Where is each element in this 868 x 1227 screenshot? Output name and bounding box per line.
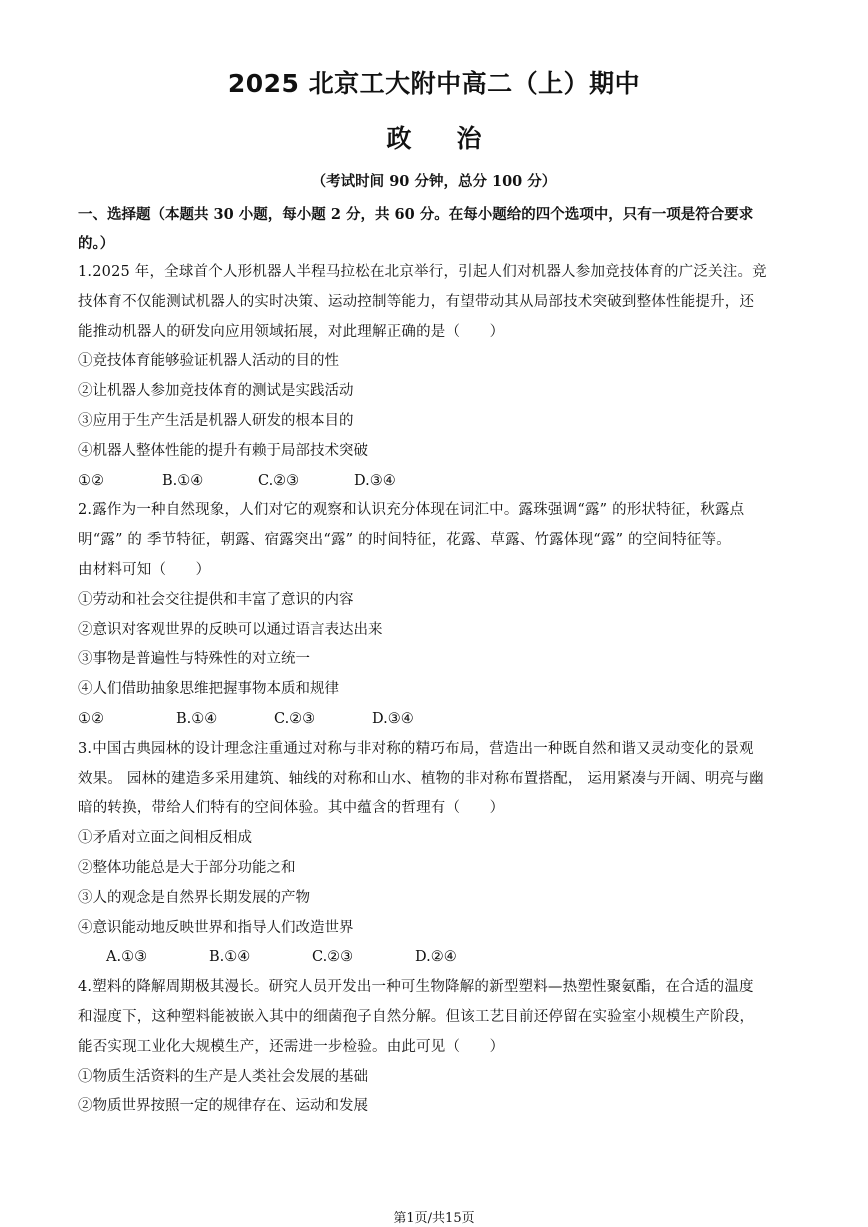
choice-d: D.②④ <box>415 949 457 966</box>
question-stem-line: 4.塑料的降解周期极其漫长。研究人员开发出一种可生物降解的新型塑料—热塑性聚氨酯，在合适的温度 <box>78 979 754 996</box>
choice-d: D.③④ <box>372 710 414 727</box>
question-1 <box>78 258 802 496</box>
question-stem-line: 能否实现工业化大规模生产，还需进一步检验。由此可见（ ） <box>78 1038 505 1055</box>
subject-title: 政治 <box>386 124 527 153</box>
choice-d: D.③④ <box>354 472 396 489</box>
statement-1: ①竞技体育能够验证机器人活动的目的性 <box>78 353 339 370</box>
question-2 <box>78 496 802 734</box>
statement-3: ③应用于生产生活是机器人研发的根本目的 <box>78 412 354 429</box>
answer-choices <box>78 467 802 497</box>
choice-c: C.②③ <box>312 949 354 966</box>
statement-3: ③事物是普遍性与特殊性的对立统一 <box>78 651 310 668</box>
answer-choices <box>78 705 802 735</box>
statement-4: ④机器人整体性能的提升有赖于局部技术突破 <box>78 442 368 459</box>
statement-1: ①劳动和社会交往提供和丰富了意识的内容 <box>78 591 354 608</box>
statement-2: ②整体功能总是大于部分功能之和 <box>78 859 296 876</box>
question-stem-line: 能推动机器人的研发向应用领域拓展，对此理解正确的是（ ） <box>78 323 505 340</box>
statement-4: ④意识能动地反映世界和指导人们改造世界 <box>78 919 354 936</box>
statement-2: ②意识对客观世界的反映可以通过语言表达出来 <box>78 621 383 638</box>
choice-b: B.①④ <box>162 472 204 489</box>
choice-a: A.①③ <box>106 949 148 966</box>
question-stem-line: 明“露” 的 季节特征，朝露、宿露突出“露” 的时间特征，花露、草露、竹露体现“露” 的空间特征等。 <box>78 532 731 549</box>
statement-4: ④人们借助抽象思维把握事物本质和规律 <box>78 681 339 698</box>
choice-b: B.①④ <box>176 710 218 727</box>
question-stem-line: 效果。 园林的建造多采用建筑、轴线的对称和山水、植物的非对称布置搭配， 运用紧凑与开阔、明亮与幽 <box>78 770 764 787</box>
choice-b: B.①④ <box>209 949 251 966</box>
statement-2: ②物质世界按照一定的规律存在、运动和发展 <box>78 1098 368 1115</box>
question-stem-line: 3.中国古典园林的设计理念注重通过对称与非对称的精巧布局，营造出一种既自然和谐又灵动变化的景观 <box>78 740 754 757</box>
page-number: 第1页/共15页 <box>393 1211 475 1226</box>
question-3 <box>78 735 802 973</box>
choice-a: ①② <box>78 472 104 489</box>
choice-c: C.②③ <box>274 710 316 727</box>
exam-content <box>78 200 802 1122</box>
question-stem-line: 和湿度下，这种塑料能被嵌入其中的细菌孢子自然分解。但该工艺目前还停留在实验室小规模生产阶段， <box>78 1008 755 1025</box>
statement-1: ①物质生活资料的生产是人类社会发展的基础 <box>78 1068 368 1085</box>
question-stem-line: 技体育不仅能测试机器人的实时决策、运动控制等能力，有望带动其从局部技术突破到整体性能提升，还 <box>78 293 755 310</box>
choice-a: ①② <box>78 710 104 727</box>
choice-c: C.②③ <box>258 472 300 489</box>
exam-info: （考试时间 90 分钟，总分 100 分） <box>311 173 557 190</box>
statement-2: ②让机器人参加竞技体育的测试是实践活动 <box>78 383 354 400</box>
exam-title: 2025 北京工大附中高二（上）期中 <box>227 69 641 98</box>
question-4 <box>78 973 802 1122</box>
question-stem-line: 暗的转换，带给人们特有的空间体验。其中蕴含的哲理有（ ） <box>78 800 505 817</box>
answer-choices <box>78 943 802 973</box>
section-heading-line-1: 一、选择题（本题共 30 小题，每小题 2 分，共 60 分。在每小题给的四个选项中，只有一项是符合要求 <box>78 206 754 223</box>
section-heading-line-2: 的。） <box>78 235 115 252</box>
statement-3: ③人的观念是自然界长期发展的产物 <box>78 889 310 906</box>
question-stem-line: 由材料可知（ ） <box>78 561 211 578</box>
statement-1: ①矛盾对立面之间相反相成 <box>78 830 252 847</box>
question-stem-line: 2.露作为一种自然现象，人们对它的观察和认识充分体现在词汇中。露珠强调“露” 的形状特征，秋露点 <box>78 502 745 519</box>
question-stem-line: 1.2025 年，全球首个人形机器人半程马拉松在北京举行，引起人们对机器人参加竞技体育的广泛关注。竞 <box>78 264 767 280</box>
